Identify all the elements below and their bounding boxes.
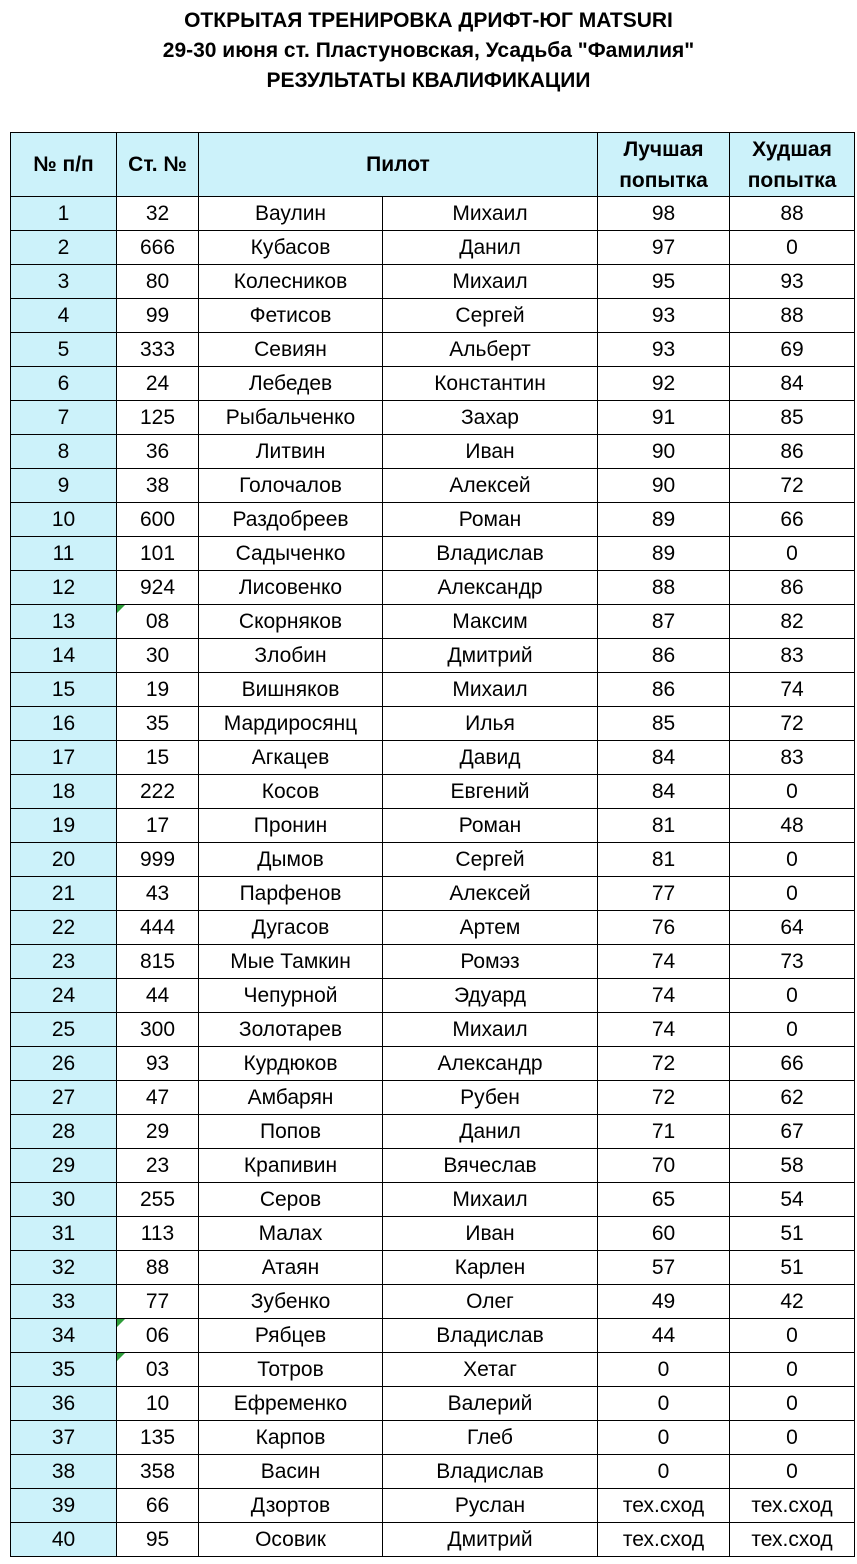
cell-pilot-lastname: Рыбальченко: [199, 401, 383, 435]
cell-start-number: 95: [117, 1523, 199, 1557]
cell-pilot-firstname: Артем: [383, 911, 598, 945]
cell-start-number: 44: [117, 979, 199, 1013]
table-row: [11, 945, 855, 979]
cell-num: 21: [11, 877, 117, 911]
cell-start-number: 93: [117, 1047, 199, 1081]
cell-pilot-lastname: Попов: [199, 1115, 383, 1149]
cell-start-number: 17: [117, 809, 199, 843]
cell-num: 22: [11, 911, 117, 945]
cell-start-number: 38: [117, 469, 199, 503]
cell-worst-attempt: 83: [730, 639, 855, 673]
cell-worst-attempt: 86: [730, 571, 855, 605]
table-row: [11, 775, 855, 809]
cell-worst-attempt: 64: [730, 911, 855, 945]
cell-pilot-firstname: Владислав: [383, 1319, 598, 1353]
cell-pilot-firstname: Константин: [383, 367, 598, 401]
cell-worst-attempt: 0: [730, 1319, 855, 1353]
cell-start-number: 47: [117, 1081, 199, 1115]
table-row: [11, 469, 855, 503]
cell-best-attempt: тех.сход: [598, 1489, 730, 1523]
table-row: [11, 503, 855, 537]
cell-pilot-lastname: Ваулин: [199, 197, 383, 231]
cell-worst-attempt: 48: [730, 809, 855, 843]
cell-pilot-lastname: Раздобреев: [199, 503, 383, 537]
cell-best-attempt: 91: [598, 401, 730, 435]
cell-pilot-firstname: Алексей: [383, 877, 598, 911]
table-row: [11, 979, 855, 1013]
cell-start-number: 23: [117, 1149, 199, 1183]
cell-best-attempt: 57: [598, 1251, 730, 1285]
cell-num: 20: [11, 843, 117, 877]
cell-pilot-lastname: Дзортов: [199, 1489, 383, 1523]
cell-pilot-firstname: Илья: [383, 707, 598, 741]
cell-pilot-lastname: Колесников: [199, 265, 383, 299]
cell-worst-attempt: 82: [730, 605, 855, 639]
cell-pilot-lastname: Атаян: [199, 1251, 383, 1285]
cell-best-attempt: 74: [598, 1013, 730, 1047]
table-row: [11, 435, 855, 469]
cell-pilot-lastname: Фетисов: [199, 299, 383, 333]
cell-num: 13: [11, 605, 117, 639]
cell-num: 19: [11, 809, 117, 843]
cell-best-attempt: 60: [598, 1217, 730, 1251]
cell-pilot-firstname: Вячеслав: [383, 1149, 598, 1183]
cell-num: 37: [11, 1421, 117, 1455]
table-row: [11, 197, 855, 231]
cell-start-number: 36: [117, 435, 199, 469]
cell-pilot-lastname: Осовик: [199, 1523, 383, 1557]
cell-pilot-lastname: Севиян: [199, 333, 383, 367]
cell-best-attempt: 72: [598, 1081, 730, 1115]
cell-start-number: 30: [117, 639, 199, 673]
cell-worst-attempt: 0: [730, 1013, 855, 1047]
cell-best-attempt: 0: [598, 1421, 730, 1455]
comment-marker-icon: [117, 1319, 125, 1327]
cell-worst-attempt: 88: [730, 299, 855, 333]
cell-best-attempt: 49: [598, 1285, 730, 1319]
cell-pilot-firstname: Евгений: [383, 775, 598, 809]
cell-start-number: 815: [117, 945, 199, 979]
cell-pilot-firstname: Руслан: [383, 1489, 598, 1523]
header-best-line1: Лучшая: [623, 137, 704, 161]
table-row: [11, 673, 855, 707]
cell-worst-attempt: 83: [730, 741, 855, 775]
table-row: [11, 1013, 855, 1047]
table-row: [11, 639, 855, 673]
table-row: [11, 707, 855, 741]
cell-pilot-lastname: Дымов: [199, 843, 383, 877]
table-row: [11, 537, 855, 571]
cell-num: 14: [11, 639, 117, 673]
cell-best-attempt: 74: [598, 945, 730, 979]
cell-pilot-lastname: Васин: [199, 1455, 383, 1489]
cell-pilot-lastname: Мардиросянц: [199, 707, 383, 741]
cell-num: 25: [11, 1013, 117, 1047]
cell-worst-attempt: 66: [730, 1047, 855, 1081]
cell-num: 18: [11, 775, 117, 809]
cell-pilot-lastname: Агкацев: [199, 741, 383, 775]
cell-worst-attempt: 58: [730, 1149, 855, 1183]
header-pilot: Пилот: [199, 133, 598, 197]
cell-worst-attempt: 74: [730, 673, 855, 707]
table-row: [11, 1387, 855, 1421]
table-row: [11, 265, 855, 299]
cell-pilot-firstname: Михаил: [383, 197, 598, 231]
cell-pilot-firstname: Михаил: [383, 265, 598, 299]
header-worst: [730, 133, 855, 197]
cell-worst-attempt: 72: [730, 469, 855, 503]
cell-start-number: 222: [117, 775, 199, 809]
table-row: [11, 809, 855, 843]
header-best-line2: попытка: [619, 168, 708, 192]
title-date-place: 29-30 июня ст. Пластуновская, Усадьба "Фамилия": [162, 39, 695, 62]
table-row: [11, 1251, 855, 1285]
cell-worst-attempt: тех.сход: [730, 1489, 855, 1523]
cell-pilot-firstname: Карлен: [383, 1251, 598, 1285]
table-row: [11, 1115, 855, 1149]
cell-pilot-firstname: Сергей: [383, 299, 598, 333]
cell-pilot-lastname: Крапивин: [199, 1149, 383, 1183]
table-row: [11, 1217, 855, 1251]
cell-best-attempt: 85: [598, 707, 730, 741]
cell-start-number: 15: [117, 741, 199, 775]
cell-pilot-firstname: Иван: [383, 435, 598, 469]
table-row: [11, 1319, 855, 1353]
cell-pilot-lastname: Мые Тамкин: [199, 945, 383, 979]
cell-best-attempt: 70: [598, 1149, 730, 1183]
cell-num: 3: [11, 265, 117, 299]
table-row: [11, 1421, 855, 1455]
cell-worst-attempt: 0: [730, 1421, 855, 1455]
cell-start-number: 88: [117, 1251, 199, 1285]
cell-worst-attempt: 85: [730, 401, 855, 435]
cell-pilot-lastname: Серов: [199, 1183, 383, 1217]
cell-pilot-lastname: Скорняков: [199, 605, 383, 639]
cell-pilot-firstname: Александр: [383, 571, 598, 605]
results-body: [11, 197, 855, 1557]
cell-num: 1: [11, 197, 117, 231]
cell-pilot-firstname: Владислав: [383, 537, 598, 571]
cell-worst-attempt: 84: [730, 367, 855, 401]
header-worst-line1: Худшая: [752, 137, 832, 161]
cell-pilot-firstname: Глеб: [383, 1421, 598, 1455]
table-row: [11, 605, 855, 639]
cell-worst-attempt: 0: [730, 537, 855, 571]
cell-start-number: 08: [117, 605, 199, 639]
cell-pilot-firstname: Эдуард: [383, 979, 598, 1013]
header-worst-line2: попытка: [747, 168, 837, 192]
cell-pilot-lastname: Амбарян: [199, 1081, 383, 1115]
cell-worst-attempt: 51: [730, 1217, 855, 1251]
cell-start-number: 255: [117, 1183, 199, 1217]
table-row: [11, 571, 855, 605]
cell-best-attempt: 65: [598, 1183, 730, 1217]
cell-start-number: 06: [117, 1319, 199, 1353]
cell-num: 28: [11, 1115, 117, 1149]
cell-best-attempt: 74: [598, 979, 730, 1013]
header-best: [598, 133, 730, 197]
cell-start-number: 600: [117, 503, 199, 537]
cell-worst-attempt: 88: [730, 197, 855, 231]
cell-best-attempt: 71: [598, 1115, 730, 1149]
cell-start-number: 666: [117, 231, 199, 265]
cell-pilot-firstname: Иван: [383, 1217, 598, 1251]
cell-best-attempt: 0: [598, 1455, 730, 1489]
cell-start-number: 32: [117, 197, 199, 231]
cell-best-attempt: 0: [598, 1353, 730, 1387]
cell-pilot-firstname: Алексей: [383, 469, 598, 503]
cell-num: 26: [11, 1047, 117, 1081]
cell-num: 31: [11, 1217, 117, 1251]
comment-marker-icon: [117, 605, 125, 613]
cell-pilot-firstname: Давид: [383, 741, 598, 775]
cell-pilot-firstname: Дмитрий: [383, 639, 598, 673]
cell-pilot-lastname: Садыченко: [199, 537, 383, 571]
comment-marker-icon: [117, 1353, 125, 1361]
table-row: [11, 1489, 855, 1523]
cell-pilot-lastname: Карпов: [199, 1421, 383, 1455]
cell-num: 4: [11, 299, 117, 333]
cell-start-number: 444: [117, 911, 199, 945]
cell-best-attempt: 92: [598, 367, 730, 401]
cell-best-attempt: тех.сход: [598, 1523, 730, 1557]
cell-pilot-lastname: Пронин: [199, 809, 383, 843]
cell-best-attempt: 81: [598, 843, 730, 877]
cell-pilot-lastname: Ефременко: [199, 1387, 383, 1421]
cell-worst-attempt: тех.сход: [730, 1523, 855, 1557]
cell-worst-attempt: 0: [730, 231, 855, 265]
cell-start-number: 924: [117, 571, 199, 605]
header-start: Ст. №: [117, 133, 199, 197]
cell-worst-attempt: 62: [730, 1081, 855, 1115]
cell-pilot-firstname: Александр: [383, 1047, 598, 1081]
cell-start-number: 333: [117, 333, 199, 367]
cell-pilot-firstname: Рубен: [383, 1081, 598, 1115]
cell-num: 10: [11, 503, 117, 537]
cell-worst-attempt: 0: [730, 1387, 855, 1421]
cell-worst-attempt: 69: [730, 333, 855, 367]
table-row: [11, 1285, 855, 1319]
table-row: [11, 741, 855, 775]
cell-best-attempt: 89: [598, 537, 730, 571]
cell-pilot-lastname: Тотров: [199, 1353, 383, 1387]
cell-pilot-lastname: Лебедев: [199, 367, 383, 401]
cell-num: 39: [11, 1489, 117, 1523]
cell-best-attempt: 81: [598, 809, 730, 843]
title-event: ОТКРЫТАЯ ТРЕНИРОВКА ДРИФТ-ЮГ MATSURI: [184, 9, 673, 32]
cell-worst-attempt: 67: [730, 1115, 855, 1149]
table-row: [11, 231, 855, 265]
cell-pilot-lastname: Вишняков: [199, 673, 383, 707]
cell-best-attempt: 0: [598, 1387, 730, 1421]
cell-best-attempt: 95: [598, 265, 730, 299]
cell-pilot-firstname: Михаил: [383, 1183, 598, 1217]
cell-pilot-firstname: Альберт: [383, 333, 598, 367]
cell-num: 5: [11, 333, 117, 367]
cell-num: 12: [11, 571, 117, 605]
cell-start-number: 19: [117, 673, 199, 707]
table-row: [11, 1047, 855, 1081]
cell-best-attempt: 86: [598, 673, 730, 707]
cell-start-number: 03: [117, 1353, 199, 1387]
table-row: [11, 1455, 855, 1489]
cell-num: 23: [11, 945, 117, 979]
cell-best-attempt: 44: [598, 1319, 730, 1353]
cell-best-attempt: 93: [598, 299, 730, 333]
table-row: [11, 1523, 855, 1557]
table-row: [11, 367, 855, 401]
cell-pilot-firstname: Сергей: [383, 843, 598, 877]
cell-pilot-lastname: Малах: [199, 1217, 383, 1251]
cell-best-attempt: 89: [598, 503, 730, 537]
cell-best-attempt: 84: [598, 741, 730, 775]
cell-pilot-lastname: Чепурной: [199, 979, 383, 1013]
cell-worst-attempt: 93: [730, 265, 855, 299]
cell-worst-attempt: 54: [730, 1183, 855, 1217]
cell-best-attempt: 93: [598, 333, 730, 367]
cell-start-number: 43: [117, 877, 199, 911]
cell-num: 40: [11, 1523, 117, 1557]
cell-num: 17: [11, 741, 117, 775]
header-num: № п/п: [11, 133, 117, 197]
cell-best-attempt: 86: [598, 639, 730, 673]
cell-pilot-firstname: Роман: [383, 503, 598, 537]
cell-worst-attempt: 0: [730, 1455, 855, 1489]
cell-pilot-firstname: Данил: [383, 231, 598, 265]
table-row: [11, 1353, 855, 1387]
cell-pilot-lastname: Парфенов: [199, 877, 383, 911]
cell-pilot-firstname: Михаил: [383, 1013, 598, 1047]
table-row: [11, 911, 855, 945]
cell-pilot-firstname: Данил: [383, 1115, 598, 1149]
cell-pilot-lastname: Золотарев: [199, 1013, 383, 1047]
cell-num: 29: [11, 1149, 117, 1183]
cell-worst-attempt: 66: [730, 503, 855, 537]
cell-worst-attempt: 0: [730, 1353, 855, 1387]
cell-worst-attempt: 86: [730, 435, 855, 469]
cell-num: 35: [11, 1353, 117, 1387]
cell-start-number: 358: [117, 1455, 199, 1489]
cell-num: 8: [11, 435, 117, 469]
table-row: [11, 299, 855, 333]
cell-best-attempt: 84: [598, 775, 730, 809]
cell-start-number: 29: [117, 1115, 199, 1149]
title-results: РЕЗУЛЬТАТЫ КВАЛИФИКАЦИИ: [266, 69, 591, 92]
table-row: [11, 877, 855, 911]
cell-start-number: 66: [117, 1489, 199, 1523]
cell-worst-attempt: 0: [730, 843, 855, 877]
cell-start-number: 135: [117, 1421, 199, 1455]
cell-num: 32: [11, 1251, 117, 1285]
cell-num: 30: [11, 1183, 117, 1217]
cell-pilot-firstname: Олег: [383, 1285, 598, 1319]
table-row: [11, 1149, 855, 1183]
cell-pilot-lastname: Зубенко: [199, 1285, 383, 1319]
cell-num: 38: [11, 1455, 117, 1489]
cell-pilot-firstname: Хетаг: [383, 1353, 598, 1387]
cell-worst-attempt: 42: [730, 1285, 855, 1319]
cell-num: 9: [11, 469, 117, 503]
cell-pilot-firstname: Владислав: [383, 1455, 598, 1489]
cell-num: 6: [11, 367, 117, 401]
cell-num: 15: [11, 673, 117, 707]
cell-best-attempt: 88: [598, 571, 730, 605]
cell-num: 16: [11, 707, 117, 741]
cell-num: 24: [11, 979, 117, 1013]
cell-pilot-lastname: Кубасов: [199, 231, 383, 265]
cell-best-attempt: 76: [598, 911, 730, 945]
cell-num: 2: [11, 231, 117, 265]
table-row: [11, 1081, 855, 1115]
cell-pilot-firstname: Роман: [383, 809, 598, 843]
cell-start-number: 35: [117, 707, 199, 741]
cell-worst-attempt: 0: [730, 979, 855, 1013]
cell-start-number: 24: [117, 367, 199, 401]
cell-start-number: 80: [117, 265, 199, 299]
cell-best-attempt: 87: [598, 605, 730, 639]
cell-num: 11: [11, 537, 117, 571]
cell-pilot-firstname: Ромэз: [383, 945, 598, 979]
cell-best-attempt: 90: [598, 435, 730, 469]
cell-num: 36: [11, 1387, 117, 1421]
table-row: [11, 333, 855, 367]
cell-start-number: 77: [117, 1285, 199, 1319]
document-title: [0, 6, 857, 96]
cell-worst-attempt: 0: [730, 877, 855, 911]
cell-num: 7: [11, 401, 117, 435]
cell-best-attempt: 72: [598, 1047, 730, 1081]
cell-pilot-lastname: Лисовенко: [199, 571, 383, 605]
cell-worst-attempt: 51: [730, 1251, 855, 1285]
cell-pilot-lastname: Голочалов: [199, 469, 383, 503]
cell-pilot-lastname: Литвин: [199, 435, 383, 469]
cell-best-attempt: 98: [598, 197, 730, 231]
cell-start-number: 99: [117, 299, 199, 333]
cell-pilot-firstname: Захар: [383, 401, 598, 435]
cell-pilot-lastname: Дугасов: [199, 911, 383, 945]
cell-worst-attempt: 0: [730, 775, 855, 809]
cell-best-attempt: 77: [598, 877, 730, 911]
cell-start-number: 999: [117, 843, 199, 877]
cell-start-number: 125: [117, 401, 199, 435]
cell-pilot-firstname: Дмитрий: [383, 1523, 598, 1557]
cell-num: 34: [11, 1319, 117, 1353]
cell-worst-attempt: 72: [730, 707, 855, 741]
header-row: [11, 133, 855, 197]
cell-start-number: 300: [117, 1013, 199, 1047]
cell-pilot-firstname: Валерий: [383, 1387, 598, 1421]
cell-start-number: 101: [117, 537, 199, 571]
cell-num: 27: [11, 1081, 117, 1115]
cell-start-number: 113: [117, 1217, 199, 1251]
cell-pilot-firstname: Максим: [383, 605, 598, 639]
table-row: [11, 401, 855, 435]
cell-worst-attempt: 73: [730, 945, 855, 979]
cell-pilot-lastname: Курдюков: [199, 1047, 383, 1081]
cell-pilot-lastname: Косов: [199, 775, 383, 809]
cell-pilot-lastname: Рябцев: [199, 1319, 383, 1353]
cell-num: 33: [11, 1285, 117, 1319]
table-row: [11, 843, 855, 877]
cell-pilot-lastname: Злобин: [199, 639, 383, 673]
cell-best-attempt: 97: [598, 231, 730, 265]
results-table: [10, 132, 855, 1557]
cell-best-attempt: 90: [598, 469, 730, 503]
table-row: [11, 1183, 855, 1217]
cell-start-number: 10: [117, 1387, 199, 1421]
cell-pilot-firstname: Михаил: [383, 673, 598, 707]
